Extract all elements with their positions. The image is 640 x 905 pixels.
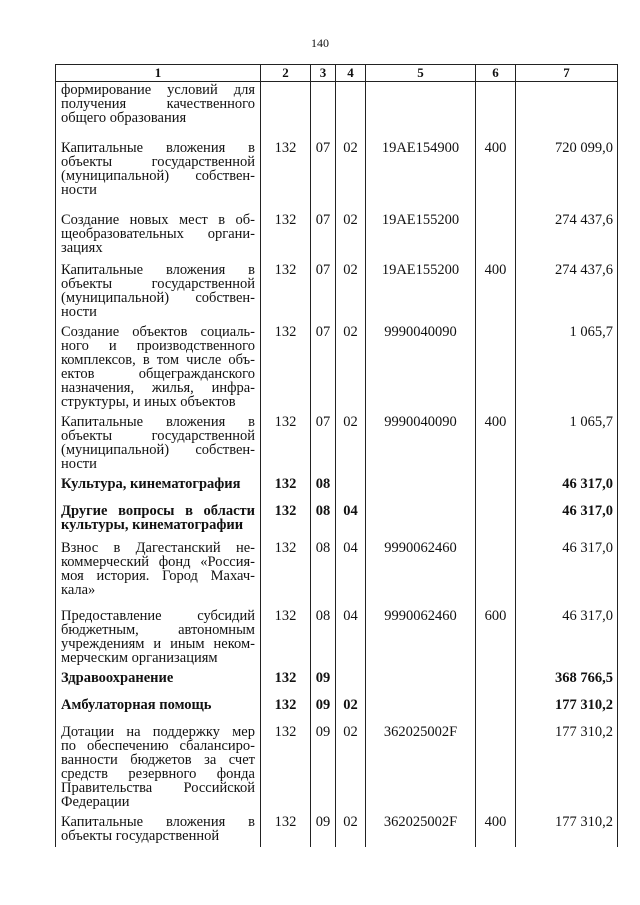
row-name-line: Капитальные вложения в <box>61 413 255 430</box>
section-code: 07 <box>311 212 336 262</box>
row-name-line: Взнос в Дагестанский не- <box>61 539 255 556</box>
row-name-line: Другие вопросы в области <box>61 502 255 519</box>
row-name-line: коммерческий фонд «Россия- <box>61 553 255 570</box>
row-name-line: Предоставление субсидий <box>61 607 255 624</box>
table-row <box>56 476 618 503</box>
row-name-line: моя история. Город Махач- <box>61 567 255 584</box>
amount: 177 310,2 <box>516 697 618 724</box>
expense-type: 400 <box>476 140 516 212</box>
ministry-code: 132 <box>261 324 311 414</box>
row-name-line: учреждениям и иным неком- <box>61 635 255 652</box>
ministry-code: 132 <box>261 262 311 324</box>
row-name-line: Капитальные вложения в <box>61 813 255 830</box>
ministry-code: 132 <box>261 724 311 814</box>
ministry-code: 132 <box>261 608 311 670</box>
table-row <box>56 262 618 324</box>
row-name-line: структуры, и иных объектов <box>61 393 236 410</box>
amount: 177 310,2 <box>516 814 618 847</box>
row-name-line: культуры, кинематографии <box>61 516 244 533</box>
subsection-code: 02 <box>336 140 366 212</box>
row-name <box>56 608 261 670</box>
row-name-line: формирование условий для <box>61 82 255 98</box>
table-row <box>56 724 618 814</box>
table-row <box>56 212 618 262</box>
header-col-3: 3 <box>311 65 336 82</box>
row-name-line: зациях <box>61 239 103 256</box>
header-col-4: 4 <box>336 65 366 82</box>
row-name-line: объекты государственной <box>61 427 255 444</box>
page-number: 140 <box>311 36 329 50</box>
row-name-line: Здравоохранение <box>61 669 174 686</box>
table-row <box>56 814 618 847</box>
subsection-code: 02 <box>336 212 366 262</box>
row-name-line: Амбулаторная помощь <box>61 696 212 713</box>
row-name-line: средств резервного фонда <box>61 765 255 782</box>
ministry-code: 132 <box>261 814 311 847</box>
row-name <box>56 262 261 324</box>
row-name-line: кала» <box>61 581 96 598</box>
section-code: 09 <box>311 697 336 724</box>
target-article <box>366 670 476 697</box>
header-col-6: 6 <box>476 65 516 82</box>
row-name-line: по обеспечению сбалансиро- <box>61 737 255 754</box>
expense-type <box>476 724 516 814</box>
subsection-code: 04 <box>336 503 366 540</box>
row-name-line: объекты государственной <box>61 275 255 292</box>
amount: 274 437,6 <box>516 212 618 262</box>
row-name-line: (муниципальной) собствен- <box>61 441 255 458</box>
row-name <box>56 724 261 814</box>
target-article <box>366 503 476 540</box>
ministry-code: 132 <box>261 414 311 476</box>
row-name-line: бюджетным, автономным <box>61 621 255 638</box>
target-article: 19АЕ155200 <box>366 262 476 324</box>
expense-type <box>476 476 516 503</box>
expense-type <box>476 324 516 414</box>
row-name-line: щеобразовательных органи- <box>61 225 255 242</box>
row-name-line: (муниципальной) собствен- <box>61 289 255 306</box>
subsection-code <box>336 476 366 503</box>
section-code <box>311 82 336 140</box>
table-row <box>56 324 618 414</box>
subsection-code: 02 <box>336 724 366 814</box>
header-col-1: 1 <box>56 65 261 82</box>
section-code: 07 <box>311 414 336 476</box>
section-code: 09 <box>311 670 336 697</box>
row-name-line: Создание новых мест в об- <box>61 211 255 228</box>
row-name <box>56 414 261 476</box>
header-col-5: 5 <box>366 65 476 82</box>
expense-type <box>476 212 516 262</box>
subsection-code: 02 <box>336 814 366 847</box>
table-row <box>56 608 618 670</box>
row-name-line: ектов общегражданского <box>61 365 255 382</box>
table-row <box>56 140 618 212</box>
expense-type <box>476 82 516 140</box>
ministry-code <box>261 82 311 140</box>
section-code: 08 <box>311 476 336 503</box>
section-code: 07 <box>311 140 336 212</box>
expense-type <box>476 670 516 697</box>
ministry-code: 132 <box>261 476 311 503</box>
ministry-code: 132 <box>261 503 311 540</box>
amount: 368 766,5 <box>516 670 618 697</box>
expense-type: 400 <box>476 814 516 847</box>
row-name-line: ности <box>61 181 97 198</box>
row-name-line: Культура, кинематография <box>61 475 241 492</box>
expense-type <box>476 540 516 608</box>
subsection-code: 02 <box>336 414 366 476</box>
header-col-2: 2 <box>261 65 311 82</box>
row-name-line: получения качественного <box>61 96 255 112</box>
row-name-line: Создание объектов социаль- <box>61 323 255 340</box>
row-name <box>56 82 261 140</box>
subsection-code: 02 <box>336 697 366 724</box>
subsection-code: 04 <box>336 608 366 670</box>
expense-type <box>476 697 516 724</box>
target-article: 19АЕ155200 <box>366 212 476 262</box>
row-name-line: Капитальные вложения в <box>61 261 255 278</box>
row-name-line: Правительства Российской <box>61 779 255 796</box>
target-article: 19АЕ154900 <box>366 140 476 212</box>
amount: 46 317,0 <box>516 476 618 503</box>
subsection-code <box>336 670 366 697</box>
row-name <box>56 540 261 608</box>
expense-type <box>476 503 516 540</box>
row-name-line: комплексов, в том числе объ- <box>61 351 255 368</box>
subsection-code: 02 <box>336 324 366 414</box>
row-name-line: ности <box>61 303 97 320</box>
budget-table <box>55 64 618 847</box>
subsection-code: 04 <box>336 540 366 608</box>
ministry-code: 132 <box>261 212 311 262</box>
amount: 274 437,6 <box>516 262 618 324</box>
row-name-line: общего образования <box>61 110 187 126</box>
section-code: 08 <box>311 540 336 608</box>
row-name-line: ности <box>61 455 97 472</box>
row-name-line: объекты государственной <box>61 827 220 844</box>
row-name <box>56 503 261 540</box>
ministry-code: 132 <box>261 670 311 697</box>
row-name <box>56 814 261 847</box>
row-name-line: (муниципальной) собствен- <box>61 167 255 184</box>
header-col-7: 7 <box>516 65 618 82</box>
target-article: 9990040090 <box>366 414 476 476</box>
row-name-line: ного и производственного <box>61 337 255 354</box>
section-code: 08 <box>311 503 336 540</box>
amount: 1 065,7 <box>516 414 618 476</box>
expense-type: 600 <box>476 608 516 670</box>
expense-type: 400 <box>476 262 516 324</box>
row-name <box>56 140 261 212</box>
amount: 46 317,0 <box>516 540 618 608</box>
subsection-code: 02 <box>336 262 366 324</box>
expense-type: 400 <box>476 414 516 476</box>
row-name-line: Федерации <box>61 793 130 810</box>
amount: 720 099,0 <box>516 140 618 212</box>
amount <box>516 82 618 140</box>
table-row <box>56 503 618 540</box>
target-article: 9990040090 <box>366 324 476 414</box>
amount: 177 310,2 <box>516 724 618 814</box>
section-code: 09 <box>311 724 336 814</box>
target-article: 362025002F <box>366 814 476 847</box>
section-code: 08 <box>311 608 336 670</box>
ministry-code: 132 <box>261 540 311 608</box>
row-name-line: мерческим организациям <box>61 649 218 666</box>
table-header-row <box>56 65 618 82</box>
section-code: 07 <box>311 262 336 324</box>
target-article: 9990062460 <box>366 540 476 608</box>
row-name-line: Капитальные вложения в <box>61 139 255 156</box>
ministry-code: 132 <box>261 140 311 212</box>
row-name <box>56 670 261 697</box>
row-name-line: Дотации на поддержку мер <box>61 723 255 740</box>
ministry-code: 132 <box>261 697 311 724</box>
table-row <box>56 540 618 608</box>
row-name <box>56 697 261 724</box>
table-row <box>56 82 618 140</box>
subsection-code <box>336 82 366 140</box>
row-name-line: ванности бюджетов за счет <box>61 751 255 768</box>
table-row <box>56 697 618 724</box>
section-code: 07 <box>311 324 336 414</box>
table-row <box>56 670 618 697</box>
row-name-line: объекты государственной <box>61 153 255 170</box>
amount: 46 317,0 <box>516 608 618 670</box>
target-article <box>366 82 476 140</box>
target-article <box>366 476 476 503</box>
row-name-line: назначения, жилья, инфра- <box>61 379 255 396</box>
section-code: 09 <box>311 814 336 847</box>
row-name <box>56 324 261 414</box>
row-name <box>56 212 261 262</box>
table-row <box>56 414 618 476</box>
target-article <box>366 697 476 724</box>
amount: 46 317,0 <box>516 503 618 540</box>
target-article: 9990062460 <box>366 608 476 670</box>
target-article: 362025002F <box>366 724 476 814</box>
row-name <box>56 476 261 503</box>
amount: 1 065,7 <box>516 324 618 414</box>
